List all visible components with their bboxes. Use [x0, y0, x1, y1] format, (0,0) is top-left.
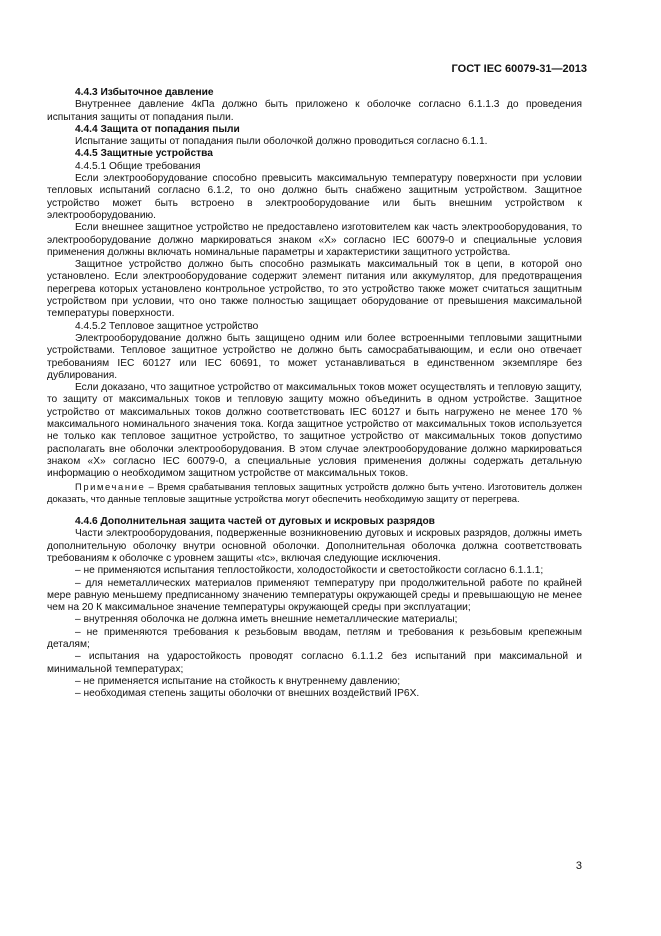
body-paragraph: 4.4.5.1 Общие требования: [75, 160, 201, 172]
body-paragraph: 4.4.5.2 Тепловое защитное устройство: [75, 320, 259, 332]
page-number: 3: [575, 860, 582, 872]
body-paragraph: – не применяются испытания теплостойкости, холодостойкости и светостойкости согласно 6.1.1.1;: [75, 565, 544, 577]
standard-header: ГОСТ IEC 60079-31—2013: [451, 63, 587, 75]
note-label: Примечание: [75, 480, 146, 492]
body-paragraph: Если электрооборудование способно превысить максимальную температуру поверхности при условии тепловых испытаний согласно 6.1.2, то оно должно быть снабжено защитным устройством. Защитное устройство может быть встроено в электрооборудование или быть внешним устройством к электрооборудованию.: [47, 173, 582, 221]
body-paragraph: – необходимая степень защиты оболочки от внешних воздействий IP6X.: [75, 688, 420, 700]
section-heading: 4.4.4 Защита от попадания пыли: [75, 123, 240, 135]
body-paragraph: – не применяется испытание на стойкость к внутреннему давлению;: [75, 675, 401, 687]
section-heading: 4.4.6 Дополнительная защита частей от дуговых и искровых разрядов: [75, 516, 435, 528]
body-paragraph: – не применяются требования к резьбовым вводам, петлям и требования к резьбовым крепежным деталям;: [47, 626, 582, 651]
body-paragraph: Если внешнее защитное устройство не предоставлено изготовителем как часть электрооборудования, то электрооборудование должно маркироваться знаком «Х» согласно IEC 60079-0 и специальные условия применения должны включать номинальные параметры и характеристики защитного устройства.: [47, 222, 582, 258]
body-paragraph: Электрооборудование должно быть защищено одним или более встроенными тепловыми защитными устройствами. Тепловое защитное устройство не должно быть самосрабатывающим, и если оно отвечает требованиям IEC 60127 или IEC 60691, то может устанавливаться в единственном экземпляре без дублирования.: [47, 332, 582, 381]
note-paragraph: [47, 481, 582, 506]
section-heading: 4.4.3 Избыточное давление: [75, 87, 214, 98]
body-paragraph: Части электрооборудования, подверженные возникновению дуговых и искровых разрядов, должны иметь дополнительную оболочку внутри основной оболочки. Дополнительная оболочка должна соответствовать требованиям к оболочке с уровнем защиты «tc», включая следующие исключения.: [47, 528, 582, 564]
body-paragraph: – внутренняя оболочка не должна иметь внешние неметаллические материалы;: [75, 614, 458, 626]
section-heading: 4.4.5 Защитные устройства: [75, 148, 213, 160]
document-body: [47, 87, 582, 701]
body-paragraph: Защитное устройство должно быть способно размыкать максимальный ток в цепи, в которой оно установлено. Если электрооборудование содержит элемент питания или аккумулятор, для предотвращения перегрева которых установлено контрольное устройство, то это устройство также может считаться защитным устройством при условии, что оно также полностью защищает оборудование от превышения максимальной температуры поверхности.: [47, 259, 582, 320]
body-paragraph: – для неметаллических материалов применяют температуру при продолжительной работе по крайней мере равную меньшему предписанному значению температуры окружающей среды и превышающую не менее чем на 20 К максимальное значение температуры окружающей среды при эксплуатации;: [47, 577, 582, 614]
body-paragraph: Испытание защиты от попадания пыли оболочкой должно проводиться согласно 6.1.1.: [75, 136, 488, 148]
note-text: – Время срабатывания тепловых защитных устройств должно быть учтено. Изготовитель должен доказать, что данные тепловые защитные устройства могут обеспечить необходимую защиту от перегрева.: [47, 480, 582, 504]
body-paragraph: – испытания на ударостойкость проводят согласно 6.1.1.2 без испытаний при максимальной и минимальной температурах;: [47, 651, 582, 675]
body-paragraph: Внутреннее давление 4кПа должно быть приложено к оболочке согласно 6.1.1.3 до проведения испытания защиты от попадания пыли.: [47, 99, 582, 123]
body-paragraph: Если доказано, что защитное устройство от максимальных токов может осуществлять и тепловую защиту, то защиту от максимальных токов и тепловую защиту можно объединить в одном устройстве. Защитное устройство от максимальных токов должно соответствовать IEC 60127 и быть нагружено не менее 170 % максимального номинального значения тока. Когда защитное устройство от максимальных токов используется не только как тепловое защитное устройство, то защитное устройство от максимальных токов допустимо располагать вне оболочки электрооборудования. В этом случае электрооборудование должно маркироваться знаком «Х» согласно IEC 60079-0, а специальные условия применения должны содержать детальную информацию о необходимом защитном устройстве от максимальных токов.: [47, 382, 582, 480]
section-spacer: [47, 505, 582, 516]
